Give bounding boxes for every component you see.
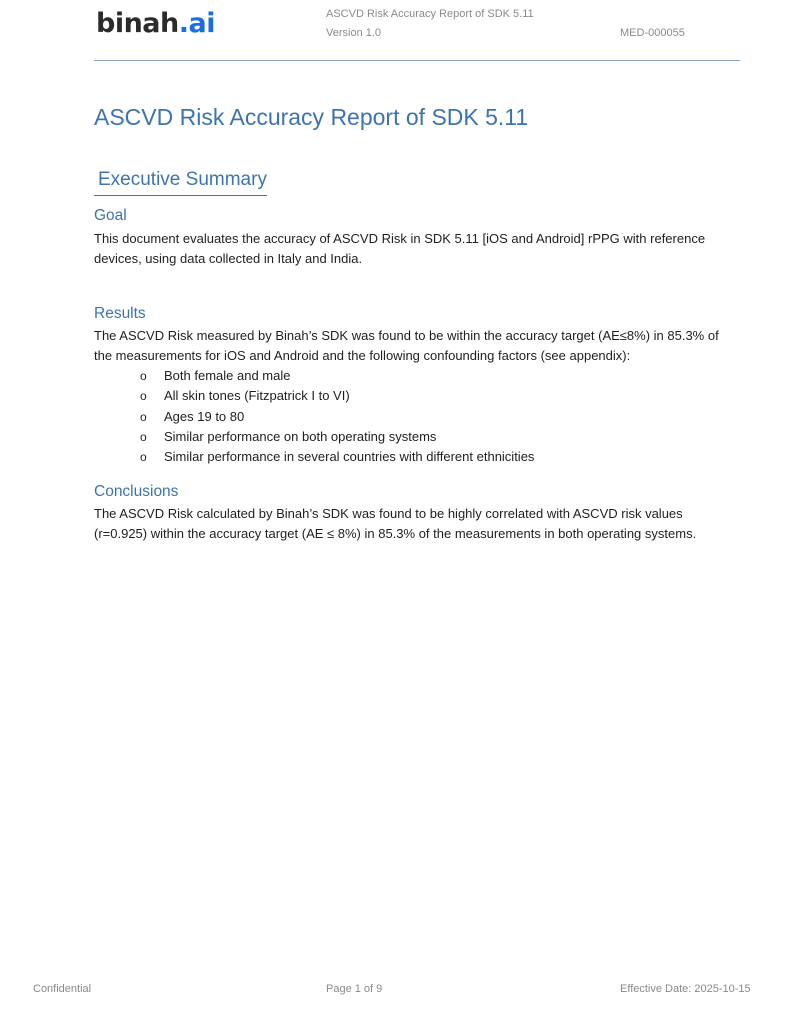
list-item: [140, 366, 534, 386]
bullet-marker: o: [140, 369, 147, 383]
list-item-text: Ages 19 to 80: [164, 408, 245, 424]
page-title: ASCVD Risk Accuracy Report of SDK 5.11: [94, 104, 529, 130]
goal-heading: Goal: [94, 207, 127, 224]
section-title-executive-summary: Executive Summary: [94, 165, 267, 196]
results-bullet-list: [140, 366, 534, 467]
header-doc-name: ASCVD Risk Accuracy Report of SDK 5.11: [326, 8, 534, 20]
bullet-marker: o: [140, 409, 147, 424]
conclusions-text: The ASCVD Risk calculated by Binah’s SDK was found to be highly correlated with ASCVD risk values (r=0.925) within the accuracy target (AE ≤ 8%) in 85.3% of the measurements in both operating systems.: [94, 506, 697, 541]
list-item: [140, 386, 534, 406]
binah-logo: [96, 4, 215, 44]
list-item: [140, 447, 534, 467]
bullet-marker: o: [140, 450, 147, 465]
list-item-text: Similar performance in several countries with different ethnicities: [164, 449, 535, 465]
logo-accent-text: .ai: [178, 8, 215, 39]
bullet-marker: o: [140, 429, 147, 444]
list-item: [140, 427, 534, 447]
header-meta: [326, 5, 534, 43]
header-divider: [94, 60, 740, 61]
conclusions-heading: Conclusions: [94, 483, 179, 500]
footer-confidential: Confidential: [33, 983, 92, 995]
results-heading: Results: [94, 305, 146, 322]
list-item-text: Both female and male: [164, 368, 291, 383]
list-item: [140, 407, 534, 427]
footer-page-number: Page 1 of 9: [326, 983, 383, 995]
results-text: The ASCVD Risk measured by Binah’s SDK was found to be within the accuracy target (AE≤8%) in 85.3% of the measurements for iOS and Android and the following confounding factors (see appendix):: [94, 328, 719, 363]
list-item-text: All skin tones (Fitzpatrick I to VI): [164, 388, 350, 404]
bullet-marker: o: [140, 389, 147, 404]
logo-text: binah: [96, 8, 179, 39]
header-version: Version 1.0: [326, 27, 382, 39]
list-item-text: Similar performance on both operating systems: [164, 428, 437, 444]
goal-text: This document evaluates the accuracy of ASCVD Risk in SDK 5.11 [iOS and Android] rPPG with reference devices, using data collected in Italy and India.: [94, 231, 706, 266]
header-doc-code: MED-000055: [620, 27, 685, 39]
footer-effective-date: Effective Date: 2025-10-15: [620, 983, 751, 995]
